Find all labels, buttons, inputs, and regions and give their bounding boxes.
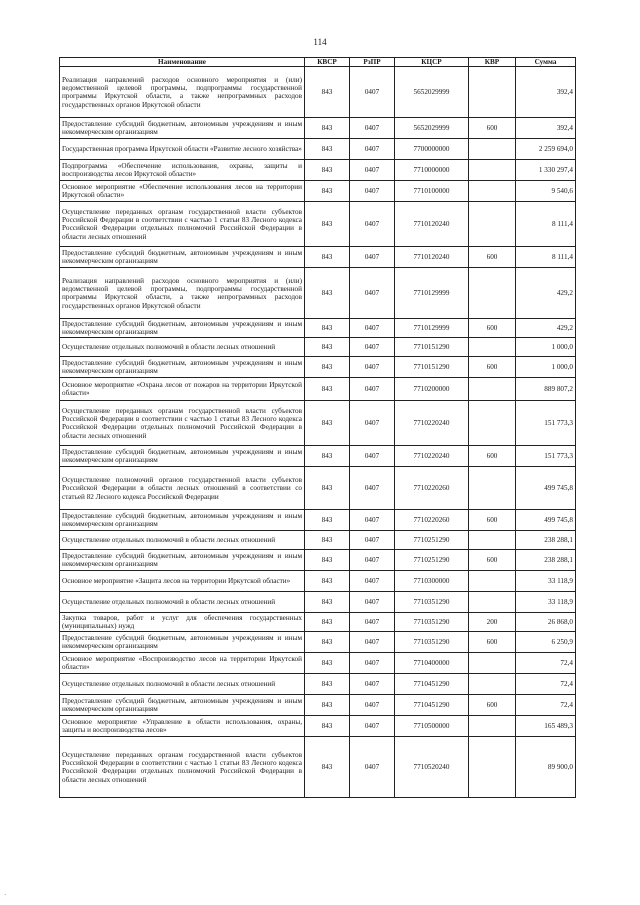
row-kvsr: 843 — [305, 467, 350, 510]
row-rzpr: 0407 — [350, 571, 395, 592]
row-kvsr: 843 — [305, 653, 350, 674]
row-kcsr: 7710200000 — [395, 378, 469, 401]
row-rzpr: 0407 — [350, 357, 395, 378]
row-name: Предоставление субсидий бюджетным, автономным учреждениям и иным некоммерческим организациям — [60, 550, 305, 571]
table-row — [60, 716, 576, 737]
row-name: Основное мероприятие «Обеспечение использования лесов на территории Иркутской области» — [60, 181, 305, 202]
row-name: Предоставление субсидий бюджетным, автономным учреждениям и иным некоммерческим организациям — [60, 632, 305, 653]
header-kcsr: КЦСР — [395, 58, 469, 67]
row-kvsr: 843 — [305, 202, 350, 247]
row-sum: 72,4 — [516, 653, 576, 674]
table-row — [60, 401, 576, 446]
row-kvsr: 843 — [305, 446, 350, 467]
row-kvr — [469, 592, 516, 613]
row-sum: 499 745,8 — [516, 510, 576, 531]
row-kvsr: 843 — [305, 550, 350, 571]
row-rzpr: 0407 — [350, 139, 395, 160]
row-kvsr: 843 — [305, 268, 350, 319]
table-row — [60, 510, 576, 531]
table-header-row — [60, 58, 576, 67]
row-kcsr: 7710129999 — [395, 319, 469, 338]
table-row — [60, 446, 576, 467]
table-row — [60, 632, 576, 653]
row-kcsr: 7710451290 — [395, 674, 469, 695]
row-kcsr: 5652029999 — [395, 118, 469, 139]
row-sum: 72,4 — [516, 695, 576, 716]
row-kvr — [469, 653, 516, 674]
row-sum: 89 900,0 — [516, 737, 576, 798]
table-row — [60, 571, 576, 592]
row-rzpr: 0407 — [350, 181, 395, 202]
row-kvr — [469, 139, 516, 160]
row-name: Осуществление отдельных полномочий в области лесных отношений — [60, 338, 305, 357]
row-kvsr: 843 — [305, 737, 350, 798]
row-kvr — [469, 378, 516, 401]
row-rzpr: 0407 — [350, 674, 395, 695]
row-kvr — [469, 181, 516, 202]
table-row — [60, 67, 576, 118]
row-kvr — [469, 716, 516, 737]
row-name: Предоставление субсидий бюджетным, автономным учреждениям и иным некоммерческим организациям — [60, 446, 305, 467]
row-sum: 1 000,0 — [516, 338, 576, 357]
row-sum: 429,2 — [516, 319, 576, 338]
row-name: Предоставление субсидий бюджетным, автономным учреждениям и иным некоммерческим организациям — [60, 510, 305, 531]
row-sum: 238 288,1 — [516, 550, 576, 571]
row-kcsr: 7710151290 — [395, 338, 469, 357]
row-name: Осуществление переданных органам государственной власти субъектов Российской Федерации в соответствии с частью 1 статьи 83 Лесного кодекса Российской Федерации отдельных полномочий Российской Федерации в области лесных отношений — [60, 737, 305, 798]
row-kvsr: 843 — [305, 247, 350, 268]
row-name: Осуществление полномочий органов государственной власти субъектов Российской Федерации в области лесных отношений в соответствии со статьей 82 Лесного кодекса Российской Федерации — [60, 467, 305, 510]
page-number: 114 — [313, 37, 327, 47]
row-kvsr: 843 — [305, 378, 350, 401]
row-rzpr: 0407 — [350, 118, 395, 139]
row-kvsr: 843 — [305, 510, 350, 531]
row-name: Государственная программа Иркутской области «Развитие лесного хозяйства» — [60, 139, 305, 160]
row-kcsr: 7710351290 — [395, 613, 469, 632]
row-rzpr: 0407 — [350, 401, 395, 446]
row-kvsr: 843 — [305, 181, 350, 202]
row-rzpr: 0407 — [350, 695, 395, 716]
row-kcsr: 7710251290 — [395, 550, 469, 571]
table-body — [60, 67, 576, 798]
row-kvsr: 843 — [305, 632, 350, 653]
row-sum: 8 111,4 — [516, 247, 576, 268]
row-sum: 26 868,0 — [516, 613, 576, 632]
row-rzpr: 0407 — [350, 550, 395, 571]
row-rzpr: 0407 — [350, 737, 395, 798]
table-row — [60, 653, 576, 674]
scan-margin-mark: · — [4, 891, 7, 899]
row-rzpr: 0407 — [350, 378, 395, 401]
row-rzpr: 0407 — [350, 247, 395, 268]
row-kvr: 600 — [469, 357, 516, 378]
row-kvr: 600 — [469, 510, 516, 531]
row-kcsr: 7710000000 — [395, 160, 469, 181]
row-name: Предоставление субсидий бюджетным, автономным учреждениям и иным некоммерческим организациям — [60, 357, 305, 378]
header-kvr: КВР — [469, 58, 516, 67]
row-kcsr: 7700000000 — [395, 139, 469, 160]
row-kvr — [469, 737, 516, 798]
row-name: Основное мероприятие «Воспроизводство лесов на территории Иркутской области» — [60, 653, 305, 674]
row-kvsr: 843 — [305, 695, 350, 716]
row-kvsr: 843 — [305, 160, 350, 181]
row-kcsr: 7710129999 — [395, 268, 469, 319]
row-kvr: 600 — [469, 247, 516, 268]
row-rzpr: 0407 — [350, 319, 395, 338]
row-kvsr: 843 — [305, 592, 350, 613]
row-kvr — [469, 268, 516, 319]
row-sum: 392,4 — [516, 118, 576, 139]
row-name: Закупка товаров, работ и услуг для обеспечения государственных (муниципальных) нужд — [60, 613, 305, 632]
row-kvr — [469, 160, 516, 181]
row-kcsr: 7710251290 — [395, 531, 469, 550]
table-row — [60, 695, 576, 716]
row-kvr: 600 — [469, 632, 516, 653]
row-kvr: 200 — [469, 613, 516, 632]
budget-table — [59, 57, 576, 798]
row-kvr: 600 — [469, 446, 516, 467]
row-rzpr: 0407 — [350, 632, 395, 653]
row-sum: 499 745,8 — [516, 467, 576, 510]
row-kvr — [469, 531, 516, 550]
row-sum: 33 118,9 — [516, 571, 576, 592]
row-kvr — [469, 67, 516, 118]
row-sum: 392,4 — [516, 67, 576, 118]
row-kvsr: 843 — [305, 338, 350, 357]
row-kvr: 600 — [469, 695, 516, 716]
row-kcsr: 7710220260 — [395, 510, 469, 531]
row-sum: 8 111,4 — [516, 202, 576, 247]
row-name: Осуществление отдельных полномочий в области лесных отношений — [60, 592, 305, 613]
table-row — [60, 531, 576, 550]
row-rzpr: 0407 — [350, 716, 395, 737]
table-row — [60, 592, 576, 613]
table-row — [60, 467, 576, 510]
row-kcsr: 7710220260 — [395, 467, 469, 510]
row-kcsr: 7710120240 — [395, 247, 469, 268]
header-name: Наименование — [60, 58, 305, 67]
table-row — [60, 613, 576, 632]
row-name: Предоставление субсидий бюджетным, автономным учреждениям и иным некоммерческим организациям — [60, 695, 305, 716]
header-kvsr: КВСР — [305, 58, 350, 67]
row-name: Осуществление отдельных полномочий в области лесных отношений — [60, 531, 305, 550]
row-kcsr: 7710351290 — [395, 632, 469, 653]
row-kvr — [469, 571, 516, 592]
table-row — [60, 202, 576, 247]
row-kvr: 600 — [469, 550, 516, 571]
row-sum: 1 000,0 — [516, 357, 576, 378]
row-sum: 151 773,3 — [516, 446, 576, 467]
row-name: Предоставление субсидий бюджетным, автономным учреждениям и иным некоммерческим организациям — [60, 247, 305, 268]
row-rzpr: 0407 — [350, 531, 395, 550]
table-row — [60, 550, 576, 571]
row-sum: 2 259 694,0 — [516, 139, 576, 160]
table-row — [60, 357, 576, 378]
row-kcsr: 7710351290 — [395, 592, 469, 613]
row-sum: 165 489,3 — [516, 716, 576, 737]
row-kcsr: 7710120240 — [395, 202, 469, 247]
row-rzpr: 0407 — [350, 160, 395, 181]
table-row — [60, 737, 576, 798]
row-name: Реализация направлений расходов основного мероприятия и (или) ведомственной целевой программы, подпрограммы государственной программы Иркутской области, а также непрограммных расходов государственных органов Иркутской области — [60, 67, 305, 118]
row-kcsr: 7710451290 — [395, 695, 469, 716]
row-name: Основное мероприятие «Защита лесов на территории Иркутской области» — [60, 571, 305, 592]
row-sum: 1 330 297,4 — [516, 160, 576, 181]
row-rzpr: 0407 — [350, 202, 395, 247]
row-sum: 429,2 — [516, 268, 576, 319]
table-row — [60, 319, 576, 338]
row-sum: 9 540,6 — [516, 181, 576, 202]
row-name: Осуществление переданных органам государственной власти субъектов Российской Федерации в соответствии с частью 1 статьи 83 Лесного кодекса Российской Федерации отдельных полномочий Российской Федерации в области лесных отношений — [60, 202, 305, 247]
header-rzpr: РзПР — [350, 58, 395, 67]
row-kvsr: 843 — [305, 571, 350, 592]
row-kcsr: 7710520240 — [395, 737, 469, 798]
row-kvr — [469, 338, 516, 357]
row-kcsr: 7710500000 — [395, 716, 469, 737]
row-sum: 72,4 — [516, 674, 576, 695]
row-kvsr: 843 — [305, 118, 350, 139]
row-name: Осуществление отдельных полномочий в области лесных отношений — [60, 674, 305, 695]
row-name: Реализация направлений расходов основного мероприятия и (или) ведомственной целевой программы, подпрограммы государственной программы Иркутской области, а также непрограммных расходов государственных органов Иркутской области — [60, 268, 305, 319]
table-row — [60, 160, 576, 181]
row-rzpr: 0407 — [350, 592, 395, 613]
row-name: Основное мероприятие «Охрана лесов от пожаров на территории Иркутской области» — [60, 378, 305, 401]
row-rzpr: 0407 — [350, 338, 395, 357]
row-kcsr: 7710151290 — [395, 357, 469, 378]
row-kcsr: 5652029999 — [395, 67, 469, 118]
table-row — [60, 181, 576, 202]
table-row — [60, 139, 576, 160]
row-kcsr: 7710220240 — [395, 446, 469, 467]
header-sum: Сумма — [516, 58, 576, 67]
row-kvsr: 843 — [305, 401, 350, 446]
row-name: Осуществление переданных органам государственной власти субъектов Российской Федерации в соответствии с частью 1 статьи 83 Лесного кодекса Российской Федерации отдельных полномочий Российской Федерации в области лесных отношений — [60, 401, 305, 446]
row-rzpr: 0407 — [350, 268, 395, 319]
row-sum: 889 807,2 — [516, 378, 576, 401]
row-kvsr: 843 — [305, 67, 350, 118]
row-kvsr: 843 — [305, 716, 350, 737]
row-name: Подпрограмма «Обеспечение использования, охраны, защиты и воспроизводства лесов Иркутской области» — [60, 160, 305, 181]
row-name: Предоставление субсидий бюджетным, автономным учреждениям и иным некоммерческим организациям — [60, 319, 305, 338]
row-kvsr: 843 — [305, 674, 350, 695]
table-row — [60, 118, 576, 139]
row-kvsr: 843 — [305, 531, 350, 550]
row-rzpr: 0407 — [350, 510, 395, 531]
row-kvsr: 843 — [305, 357, 350, 378]
row-rzpr: 0407 — [350, 446, 395, 467]
row-rzpr: 0407 — [350, 613, 395, 632]
row-kcsr: 7710300000 — [395, 571, 469, 592]
row-rzpr: 0407 — [350, 653, 395, 674]
row-kcsr: 7710400000 — [395, 653, 469, 674]
row-sum: 151 773,3 — [516, 401, 576, 446]
row-sum: 238 288,1 — [516, 531, 576, 550]
row-kvr — [469, 401, 516, 446]
row-kvsr: 843 — [305, 139, 350, 160]
row-kvsr: 843 — [305, 613, 350, 632]
row-kvr: 600 — [469, 319, 516, 338]
row-kcsr: 7710220240 — [395, 401, 469, 446]
row-kvr — [469, 202, 516, 247]
table-row — [60, 247, 576, 268]
table-row — [60, 378, 576, 401]
row-kvr — [469, 674, 516, 695]
row-kvr: 600 — [469, 118, 516, 139]
row-kvsr: 843 — [305, 319, 350, 338]
row-rzpr: 0407 — [350, 67, 395, 118]
table-row — [60, 268, 576, 319]
table-row — [60, 674, 576, 695]
row-rzpr: 0407 — [350, 467, 395, 510]
table-row — [60, 338, 576, 357]
row-name: Основное мероприятие «Управление в области использования, охраны, защиты и воспроизводства лесов» — [60, 716, 305, 737]
row-name: Предоставление субсидий бюджетным, автономным учреждениям и иным некоммерческим организациям — [60, 118, 305, 139]
row-sum: 33 118,9 — [516, 592, 576, 613]
row-sum: 6 250,9 — [516, 632, 576, 653]
row-kvr — [469, 467, 516, 510]
row-kcsr: 7710100000 — [395, 181, 469, 202]
